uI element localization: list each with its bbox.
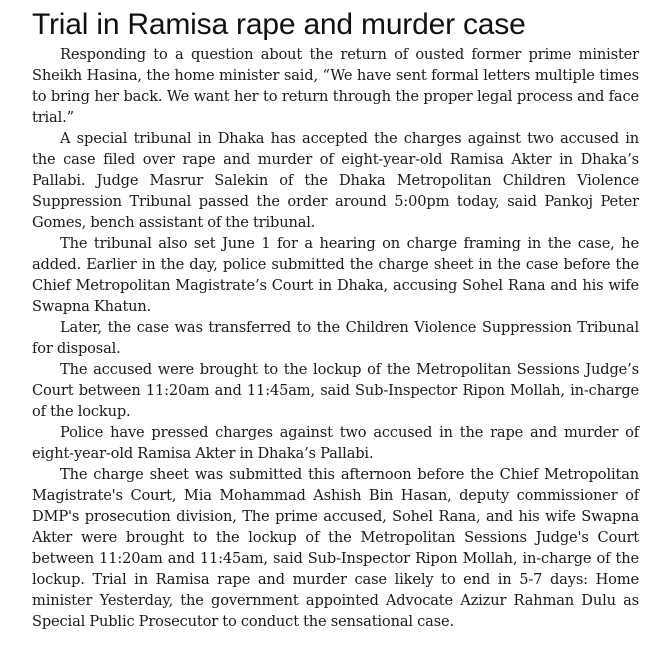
article-headline: Trial in Ramisa rape and murder case xyxy=(32,8,526,41)
article-paragraph-1: Responding to a question about the return of ousted former prime minister Sheikh Hasina, the home minister said, “We have sent formal letters multiple times to bring her back. We want her to return through the proper legal process and face trial.” xyxy=(32,46,639,126)
article-paragraph-5: The accused were brought to the lockup of the Metropolitan Sessions Judge’s Court between 11:20am and 11:45am, said Sub-Inspector Ripon Mollah, in-charge of the lockup. xyxy=(32,361,639,420)
article-paragraph-6: Police have pressed charges against two accused in the rape and murder of eight-year-old Ramisa Akter in Dhaka’s Pallabi. xyxy=(32,424,639,462)
article-paragraph-3: The tribunal also set June 1 for a hearing on charge framing in the case, he added. Earlier in the day, police submitted the charge sheet in the case before the Chief Metropolitan Magistrate’s Court in Dhaka, accusing Sohel Rana and his wife Swapna Khatun. xyxy=(32,235,639,315)
article-paragraph-2: A special tribunal in Dhaka has accepted the charges against two accused in the case filed over rape and murder of eight-year-old Ramisa Akter in Dhaka’s Pallabi. Judge Masrur Salekin of the Dhaka Metropolitan Children Violence Suppression Tribunal passed the order around 5:00pm today, said Pankoj Peter Gomes, bench assistant of the tribunal. xyxy=(32,130,639,231)
article-paragraph-4: Later, the case was transferred to the Children Violence Suppression Tribunal for disposal. xyxy=(32,319,639,357)
article-paragraph-7: The charge sheet was submitted this afternoon before the Chief Metropolitan Magistrate's Court, Mia Mohammad Ashish Bin Hasan, deputy commissioner of DMP's prosecution division, The prime accused, Sohel Rana, and his wife Swapna Akter were brought to the lockup of the Metropolitan Sessions Judge's Court between 11:20am and 11:45am, said Sub-Inspector Ripon Mollah, in-charge of the lockup. Trial in Ramisa rape and murder case likely to end in 5-7 days: Home minister Yesterday, the government appointed Advocate Azizur Rahman Dulu as Special Public Prosecutor to conduct the sensational case. xyxy=(32,466,639,630)
article-body xyxy=(32,44,639,632)
